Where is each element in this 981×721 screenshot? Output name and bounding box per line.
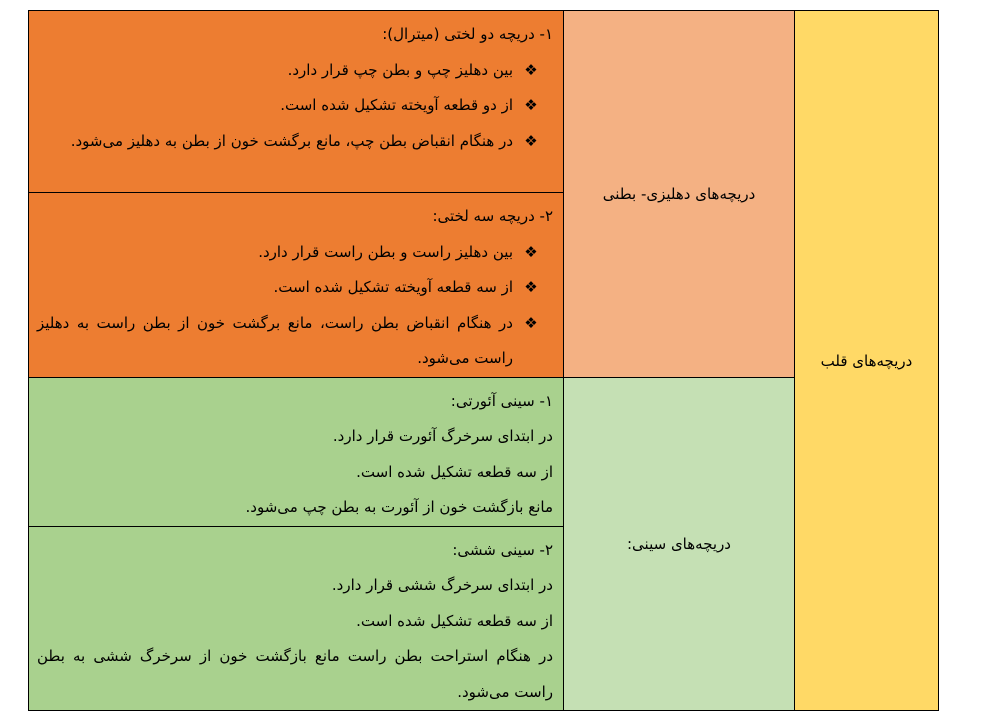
list-item <box>37 270 553 306</box>
list-item <box>37 88 553 124</box>
detail-cell-tricuspid <box>29 193 564 378</box>
heart-valves-table <box>28 10 939 711</box>
list-item: مانع بازگشت خون از آئورت به بطن چپ می‌شود. <box>245 498 553 516</box>
section-heading-mitral: ۱- دریچه دو لختی (میترال): <box>382 25 553 43</box>
heart-valves-table-wrapper <box>28 10 939 704</box>
diamond-flower-bullet-icon: ❖ <box>524 278 538 296</box>
bullet-text: در هنگام انقباض بطن راست، مانع برگشت خون از بطن راست به دهلیز راست می‌شود. <box>37 313 513 367</box>
bullet-text: بین دهلیز راست و بطن راست قرار دارد. <box>258 242 513 261</box>
list-item: در هنگام استراحت بطن راست مانع بازگشت خون از سرخرگ ششی به بطن راست می‌شود. <box>37 647 553 701</box>
detail-cell-mitral <box>29 11 564 193</box>
bullet-text: در هنگام انقباض بطن چپ، مانع برگشت خون از بطن به دهلیز می‌شود. <box>70 131 513 150</box>
section-heading-pulmonary: ۲- سینی ششی: <box>452 540 553 559</box>
main-category-cell <box>795 11 939 711</box>
list-item <box>37 124 553 160</box>
diamond-flower-bullet-icon: ❖ <box>524 131 538 150</box>
detail-cell-pulmonary <box>29 526 564 711</box>
main-category-label: دریچه‌های قلب <box>820 351 913 370</box>
list-item: از سه قطعه تشکیل شده است. <box>356 611 553 630</box>
section-heading-tricuspid: ۲- دریچه سه لختی: <box>432 207 553 225</box>
diamond-flower-bullet-icon: ❖ <box>524 60 538 79</box>
diamond-flower-bullet-icon: ❖ <box>524 242 538 261</box>
group-cell-semilunar <box>564 377 795 711</box>
list-item <box>37 235 553 271</box>
group-label-semilunar: دریچه‌های سینی: <box>627 534 731 553</box>
group-cell-atrioventricular <box>564 11 795 378</box>
group-label-atrioventricular: دریچه‌های دهلیزی- بطنی <box>602 184 756 203</box>
table-row <box>29 11 939 193</box>
bullet-text: از دو قطعه آویخته تشکیل شده است. <box>280 96 513 114</box>
list-item: در ابتدای سرخرگ ششی قرار دارد. <box>331 576 553 594</box>
list-item: از سه قطعه تشکیل شده است. <box>356 462 553 481</box>
list-item <box>37 53 553 89</box>
list-item <box>37 306 553 377</box>
section-heading-aortic: ۱- سینی آئورتی: <box>450 391 553 410</box>
bullet-text: از سه قطعه آویخته تشکیل شده است. <box>273 278 513 296</box>
diamond-flower-bullet-icon: ❖ <box>524 96 538 114</box>
list-item: در ابتدای سرخرگ آئورت قرار دارد. <box>332 427 553 445</box>
diamond-flower-bullet-icon: ❖ <box>524 313 538 332</box>
detail-cell-aortic <box>29 377 564 526</box>
bullet-text: بین دهلیز چپ و بطن چپ قرار دارد. <box>287 60 513 79</box>
